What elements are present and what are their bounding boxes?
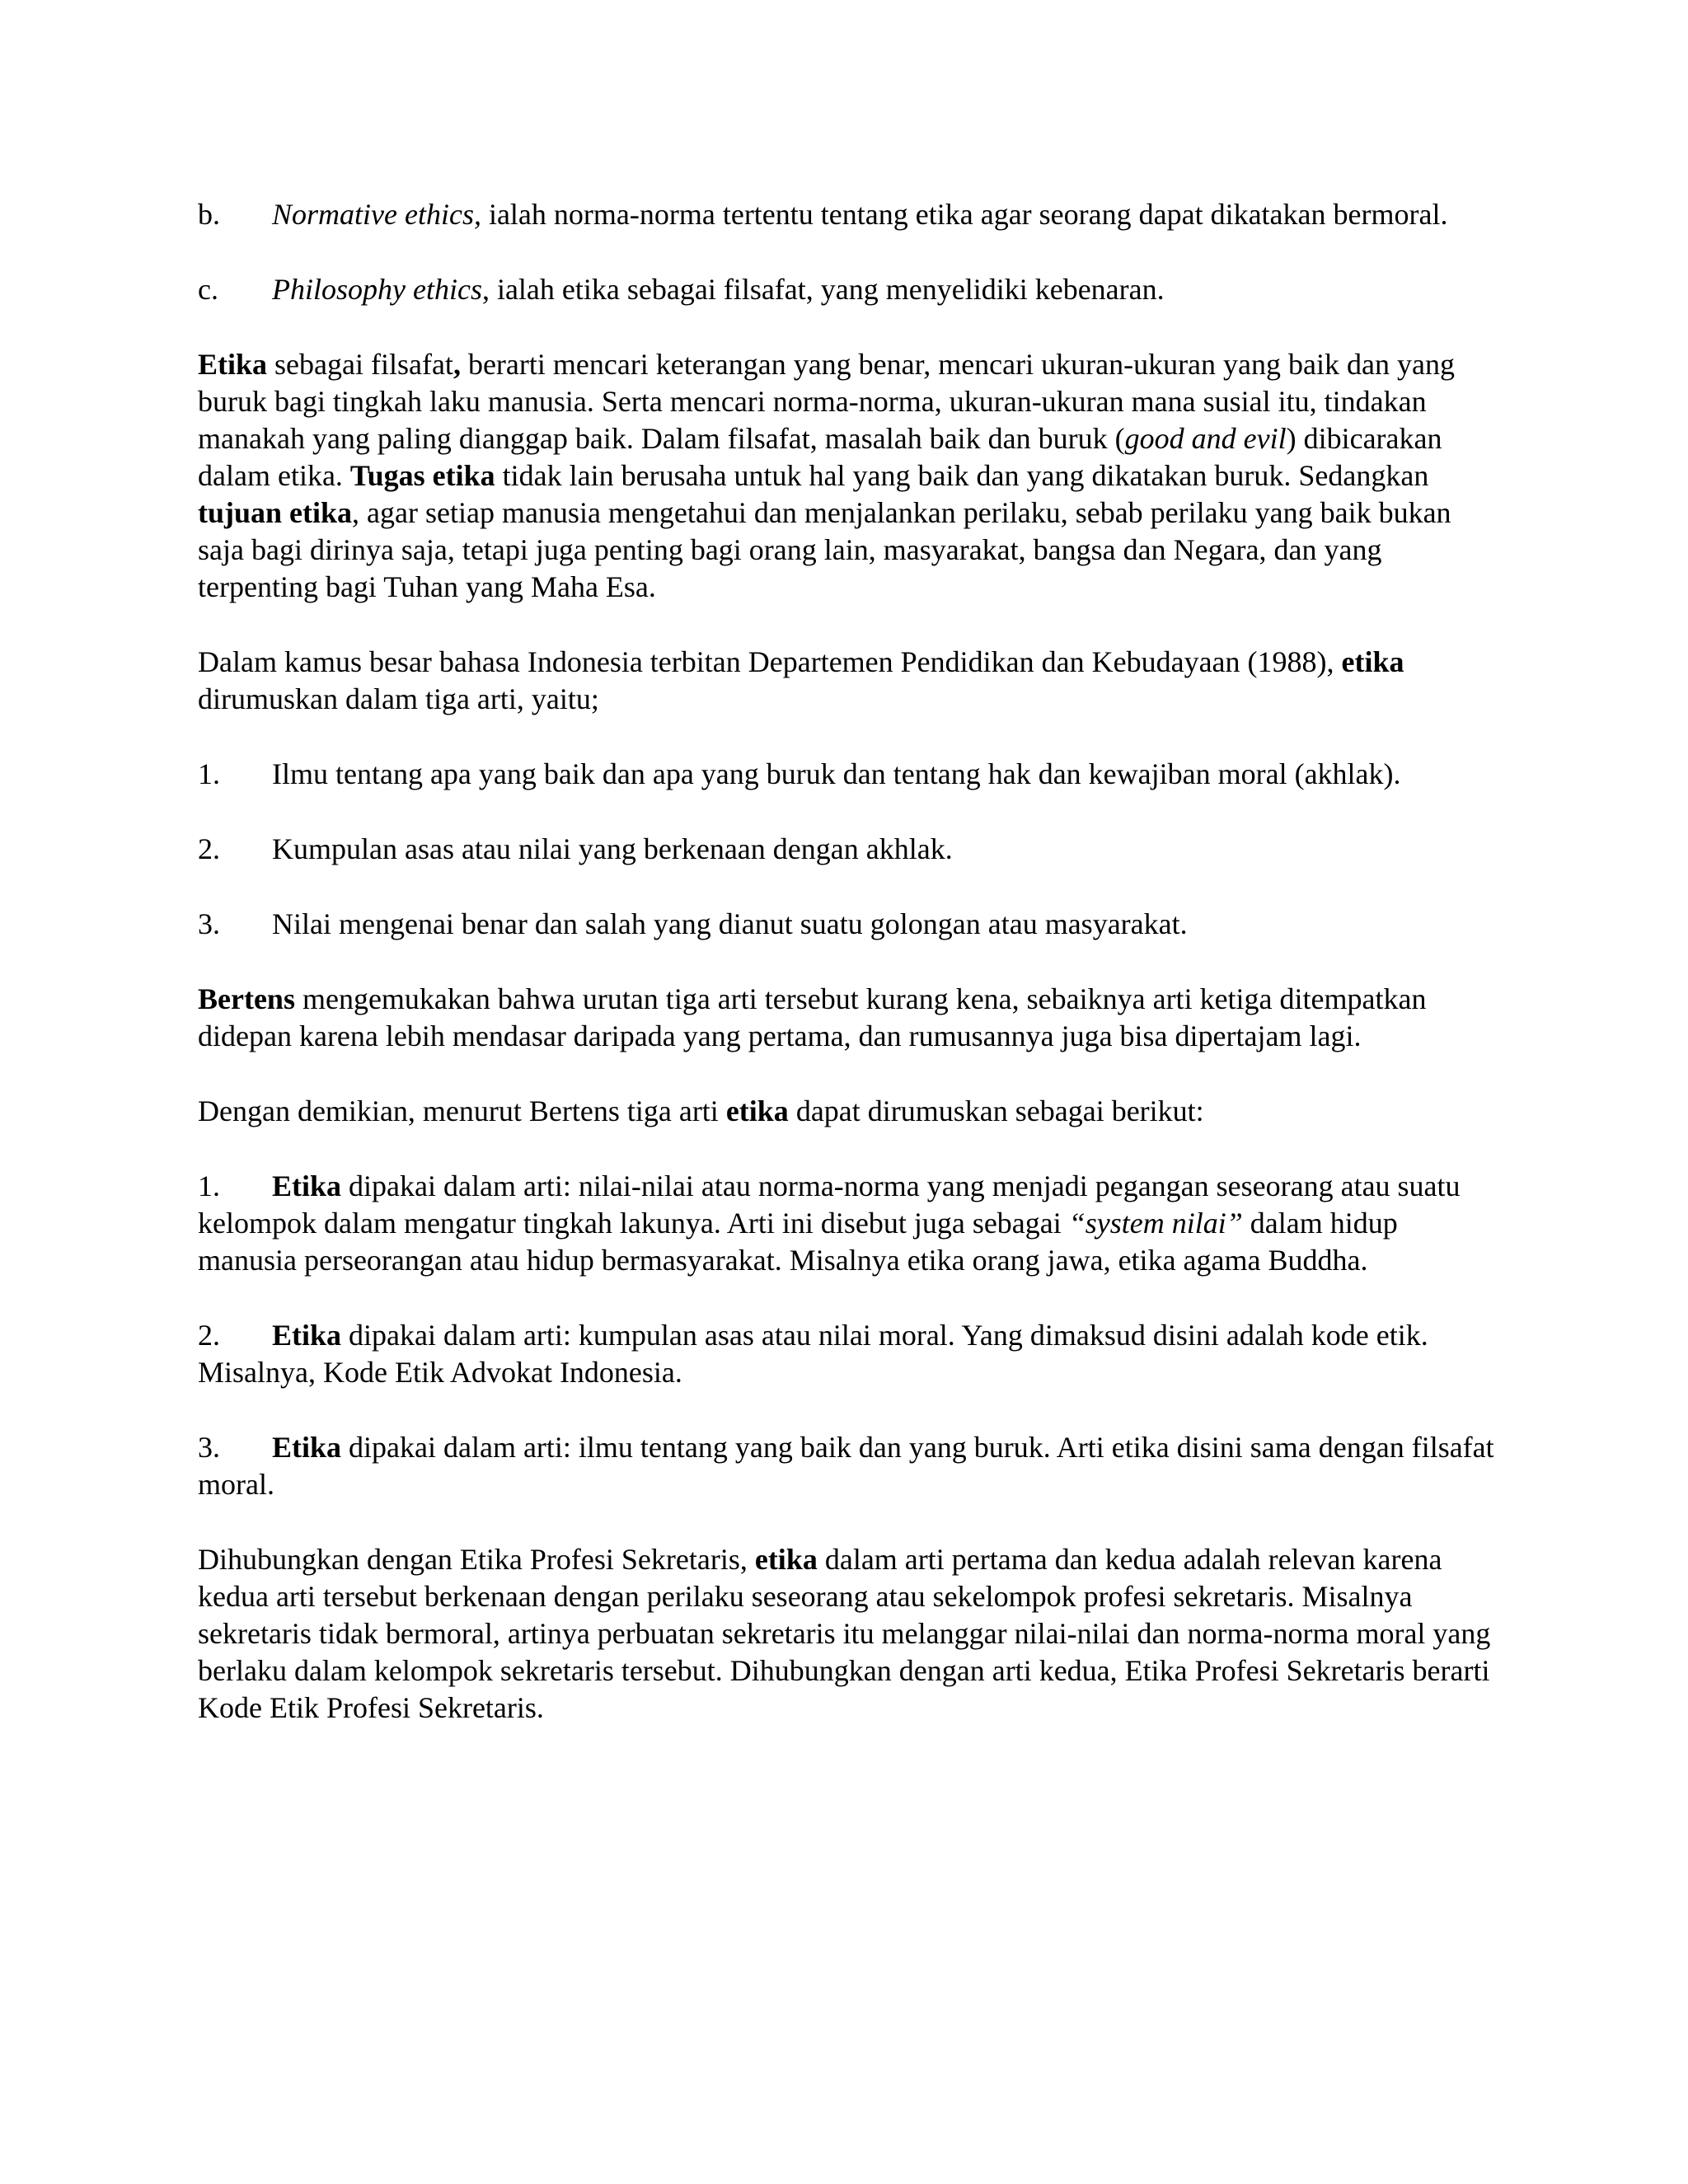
bold-term: Bertens — [198, 982, 295, 1015]
paragraph-etika-filsafat — [198, 346, 1500, 606]
list-item — [198, 831, 1500, 868]
term-philosophy-ethics: Philosophy ethics — [272, 273, 482, 306]
paragraph-text: , agar setiap manusia mengetahui dan menjalankan perilaku, sebab perilaku yang baik bukan saja bagi dirinya saja, tetapi juga penting bagi orang lain, masyarakat, bangsa dan Negara, dan yang terpenting bagi Tuhan yang Maha Esa. — [198, 496, 1451, 603]
list-text: dipakai dalam arti: ilmu tentang yang baik dan yang buruk. Arti etika disini sama dengan filsafat moral. — [198, 1431, 1494, 1501]
bold-term: Tugas etika — [349, 459, 495, 492]
paragraph-text: Dihubungkan dengan Etika Profesi Sekretaris, — [198, 1543, 755, 1576]
paragraph-text: ) dibicarakan dalam etika. — [198, 422, 1442, 492]
list-marker: 2. — [198, 832, 220, 865]
list-marker: b. — [198, 198, 220, 231]
paragraph-text: mengemukakan bahwa urutan tiga arti tersebut kurang kena, sebaiknya arti ketiga ditempatkan didepan karena lebih mendasar daripada yang pertama, dan rumusannya juga bisa dipertajam lagi. — [198, 982, 1427, 1052]
term-normative-ethics: Normative ethics, — [272, 198, 481, 231]
list-item — [198, 756, 1500, 793]
list-marker: 1. — [198, 757, 220, 790]
paragraph-sekretaris — [198, 1541, 1500, 1727]
list-text: Kumpulan asas atau nilai yang berkenaan dengan akhlak. — [272, 832, 953, 865]
italic-term: “system nilai” — [1068, 1207, 1243, 1240]
bold-term: etika — [754, 1543, 818, 1576]
list-marker: 2. — [198, 1319, 220, 1352]
list-item-c — [198, 271, 1500, 308]
list-text: dipakai dalam arti: nilai-nilai atau norma-norma yang menjadi pegangan seseorang atau suatu kelompok dalam mengatur tingkah lakunya. Arti ini disebut juga sebagai — [198, 1169, 1461, 1240]
list-text: Ilmu tentang apa yang baik dan apa yang buruk dan tentang hak dan kewajiban moral (akhlak). — [272, 757, 1401, 790]
paragraph-text: dapat dirumuskan sebagai berikut: — [788, 1094, 1204, 1127]
bold-term: Etika — [272, 1319, 342, 1352]
bold-term: Etika — [198, 348, 268, 381]
list-item — [198, 1429, 1500, 1503]
paragraph-bertens — [198, 981, 1500, 1055]
paragraph-text: dirumuskan dalam tiga arti, yaitu; — [198, 682, 599, 715]
list-text: ialah norma-norma tertentu tentang etika agar seorang dapat dikatakan bermoral. — [481, 198, 1448, 231]
paragraph-text: berarti mencari keterangan yang benar, mencari ukuran-ukuran yang baik dan yang buruk bagi tingkah laku manusia. Serta mencari norma-norma, ukuran-ukuran mana susial itu, tindakan manakah yang paling dianggap baik. Dalam filsafat, masalah baik dan buruk ( — [198, 348, 1455, 455]
list-marker: 1. — [198, 1169, 220, 1202]
list-text: dipakai dalam arti: kumpulan asas atau nilai moral. Yang dimaksud disini adalah kode etik. Misalnya, Kode Etik Advokat Indonesia. — [198, 1319, 1428, 1389]
paragraph-text: sebagai filsafat — [267, 348, 453, 381]
bold-comma: , — [452, 348, 461, 381]
list-marker: 3. — [198, 907, 220, 940]
list-text: Nilai mengenai benar dan salah yang dianut suatu golongan atau masyarakat. — [272, 907, 1188, 940]
bold-term: Etika — [272, 1431, 342, 1464]
list-item — [198, 1168, 1500, 1279]
bold-term: tujuan etika — [198, 496, 353, 529]
italic-term: good and evil — [1124, 422, 1287, 455]
list-item-b — [198, 196, 1500, 233]
list-text: , ialah etika sebagai filsafat, yang menyelidiki kebenaran. — [481, 273, 1165, 306]
list-item — [198, 1317, 1500, 1391]
list-text: dalam hidup manusia perseorangan atau hidup bermasyarakat. Misalnya etika orang jawa, etika agama Buddha. — [198, 1207, 1398, 1277]
bold-term: etika — [725, 1094, 789, 1127]
bold-term: Etika — [272, 1169, 342, 1202]
list-marker: c. — [198, 273, 218, 306]
list-item — [198, 906, 1500, 943]
list-marker: 3. — [198, 1431, 220, 1464]
document-page — [198, 196, 1500, 1765]
paragraph-text: Dalam kamus besar bahasa Indonesia terbitan Departemen Pendidikan dan Kebudayaan (1988), — [198, 645, 1342, 678]
paragraph-text: tidak lain berusaha untuk hal yang baik dan yang dikatakan buruk. Sedangkan — [495, 459, 1429, 492]
bold-term: etika — [1341, 645, 1404, 678]
paragraph-text: Dengan demikian, menurut Bertens tiga arti — [198, 1094, 726, 1127]
paragraph-kbbi — [198, 644, 1500, 718]
paragraph-text: dalam arti pertama dan kedua adalah relevan karena kedua arti tersebut berkenaan dengan perilaku seseorang atau sekelompok profesi sekretaris. Misalnya sekretaris tidak bermoral, artinya perbuatan sekretaris itu melanggar nilai-nilai dan norma-norma moral yang berlaku dalam kelompok sekretaris tersebut. Dihubungkan dengan arti kedua, Etika Profesi Sekretaris berarti Kode Etik Profesi Sekretaris. — [198, 1543, 1491, 1724]
paragraph-dengan-demikian — [198, 1093, 1500, 1130]
